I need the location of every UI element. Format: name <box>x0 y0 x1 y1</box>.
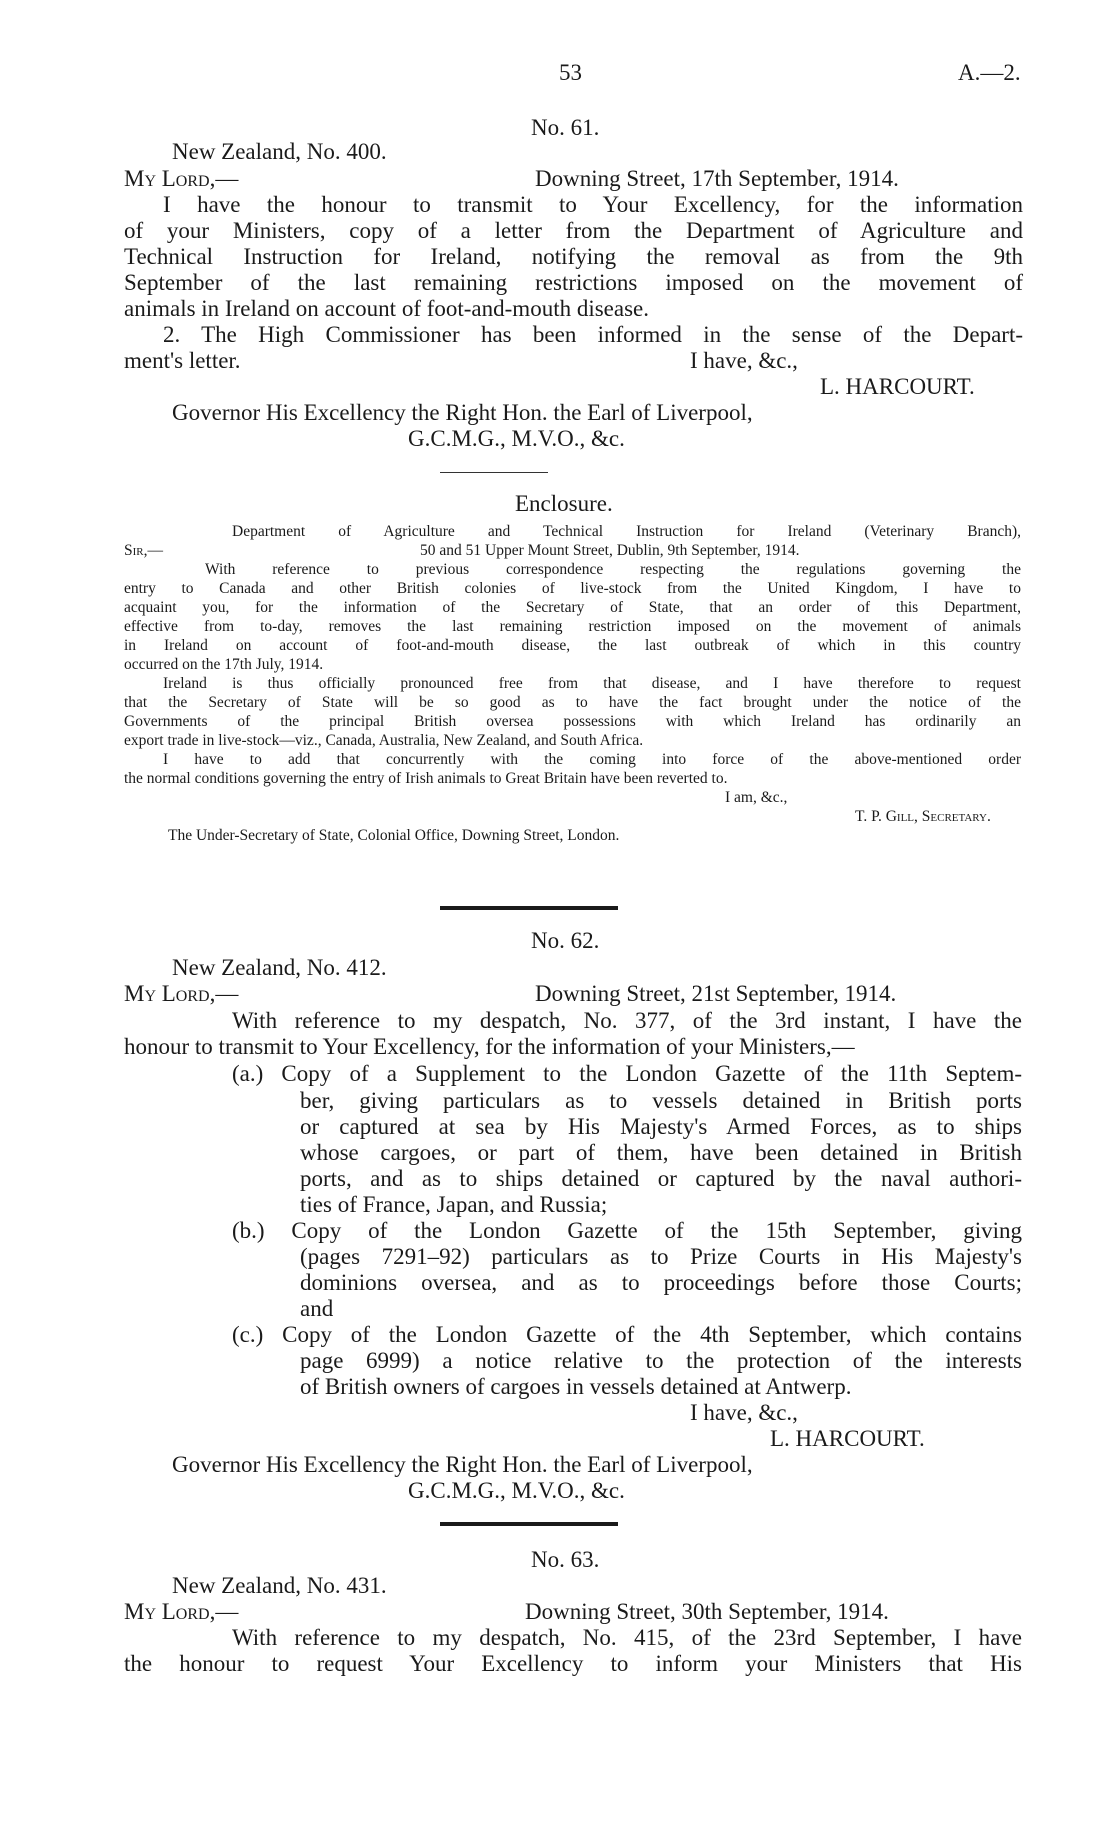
body-line: the honour to request Your Excellency to inform your Ministers that His <box>124 1651 1022 1676</box>
body-line: 2. The High Commissioner has been informed in the sense of the Depart- <box>163 322 1023 347</box>
enclosure-line: Ireland is thus officially pronounced free from that disease, and I have therefore to request <box>163 675 1021 692</box>
enclosure-line: in Ireland on account of foot-and-mouth disease, the last outbreak of which in this country <box>124 637 1021 654</box>
body-line: Technical Instruction for Ireland, notifying the removal as from the 9th <box>124 244 1023 269</box>
list-item-line: ties of France, Japan, and Russia; <box>300 1192 608 1217</box>
enclosure-department: Department of Agriculture and Technical Instruction for Ireland (Veterinary Branch), <box>232 523 1021 540</box>
enclosure-line: occurred on the 17th July, 1914. <box>124 656 324 673</box>
enclosure-line: that the Secretary of State will be so good as to have the fact brought under the notice of the <box>124 694 1021 711</box>
section-rule <box>440 906 618 910</box>
body-line: With reference to my despatch, No. 377, of the 3rd instant, I have the <box>232 1008 1022 1033</box>
enclosure-line: export trade in live-stock—viz., Canada, Australia, New Zealand, and South Africa. <box>124 732 644 749</box>
body-line: I have the honour to transmit to Your Excellency, for the information <box>163 192 1023 217</box>
list-item-line: (b.) Copy of the London Gazette of the 15th September, giving <box>232 1218 1022 1243</box>
reference-number: New Zealand, No. 400. <box>172 139 387 164</box>
addressee-honours: G.C.M.G., M.V.O., &c. <box>408 1478 625 1503</box>
body-line: ment's letter. <box>124 348 241 373</box>
enclosure-address: 50 and 51 Upper Mount Street, Dublin, 9th September, 1914. <box>420 542 800 559</box>
list-item-line: or captured at sea by His Majesty's Armed Forces, as to ships <box>300 1114 1022 1139</box>
list-item-line: dominions oversea, and as to proceedings before those Courts; <box>300 1270 1022 1295</box>
addressee: Governor His Excellency the Right Hon. the Earl of Liverpool, <box>172 1452 753 1477</box>
enclosure-line: I have to add that concurrently with the coming into force of the above-mentioned order <box>163 751 1021 768</box>
salutation: My Lord,— <box>124 166 239 191</box>
body-line: honour to transmit to Your Excellency, for the information of your Ministers,— <box>124 1034 855 1059</box>
letter-number: No. 62. <box>531 928 600 953</box>
list-item-line: whose cargoes, or part of them, have been detained in British <box>300 1140 1022 1165</box>
signature: L. HARCOURT. <box>770 1426 925 1451</box>
addressee: Governor His Excellency the Right Hon. the Earl of Liverpool, <box>172 400 753 425</box>
letter-number: No. 63. <box>531 1547 600 1572</box>
place-date: Downing Street, 17th September, 1914. <box>535 166 899 191</box>
enclosure-line: entry to Canada and other British colonies of live-stock from the United Kingdom, I have to <box>124 580 1021 597</box>
list-item-line: ports, and as to ships detained or captured by the naval authori- <box>300 1166 1022 1191</box>
section-rule <box>440 1522 618 1526</box>
body-line: animals in Ireland on account of foot-and-mouth disease. <box>124 296 650 321</box>
list-item-line: (a.) Copy of a Supplement to the London Gazette of the 11th Septem- <box>232 1061 1022 1086</box>
closing: I have, &c., <box>690 348 798 373</box>
enclosure-addressee: The Under-Secretary of State, Colonial Office, Downing Street, London. <box>168 827 620 844</box>
reference-number: New Zealand, No. 412. <box>172 955 387 980</box>
divider <box>440 472 548 473</box>
enclosure-line: acquaint you, for the information of the Secretary of State, that an order of this Department, <box>124 599 1021 616</box>
body-line: September of the last remaining restrictions imposed on the movement of <box>124 270 1023 295</box>
body-line: of your Ministers, copy of a letter from the Department of Agriculture and <box>124 218 1023 243</box>
document-reference: A.—2. <box>958 60 1021 85</box>
list-item-line: of British owners of cargoes in vessels detained at Antwerp. <box>300 1374 852 1399</box>
letter-number: No. 61. <box>531 115 600 140</box>
enclosure-signature: T. P. Gill, Secretary. <box>855 808 991 825</box>
place-date: Downing Street, 21st September, 1914. <box>535 981 897 1006</box>
list-item-line: and <box>300 1296 334 1321</box>
list-item-line: (pages 7291–92) particulars as to Prize Courts in His Majesty's <box>300 1244 1022 1269</box>
list-item-line: ber, giving particulars as to vessels detained in British ports <box>300 1088 1022 1113</box>
list-item-line: (c.) Copy of the London Gazette of the 4th September, which contains <box>232 1322 1022 1347</box>
page-number: 53 <box>559 60 582 85</box>
reference-number: New Zealand, No. 431. <box>172 1573 387 1598</box>
body-line: With reference to my despatch, No. 415, of the 23rd September, I have <box>232 1625 1022 1650</box>
addressee-honours: G.C.M.G., M.V.O., &c. <box>408 426 625 451</box>
salutation: My Lord,— <box>124 981 239 1006</box>
enclosure-heading: Enclosure. <box>515 491 613 516</box>
enclosure-salutation: Sir,— <box>124 542 163 559</box>
place-date: Downing Street, 30th September, 1914. <box>525 1599 889 1624</box>
closing: I have, &c., <box>690 1400 798 1425</box>
list-item-line: page 6999) a notice relative to the protection of the interests <box>300 1348 1022 1373</box>
signature: L. HARCOURT. <box>820 374 975 399</box>
salutation: My Lord,— <box>124 1599 239 1624</box>
enclosure-line: Governments of the principal British oversea possessions with which Ireland has ordinarily an <box>124 713 1021 730</box>
enclosure-closing: I am, &c., <box>725 789 788 806</box>
enclosure-line: effective from to-day, removes the last remaining restriction imposed on the movement of animals <box>124 618 1021 635</box>
enclosure-line: the normal conditions governing the entry of Irish animals to Great Britain have been reverted to. <box>124 770 728 787</box>
enclosure-line: With reference to previous correspondence respecting the regulations governing the <box>205 561 1021 578</box>
